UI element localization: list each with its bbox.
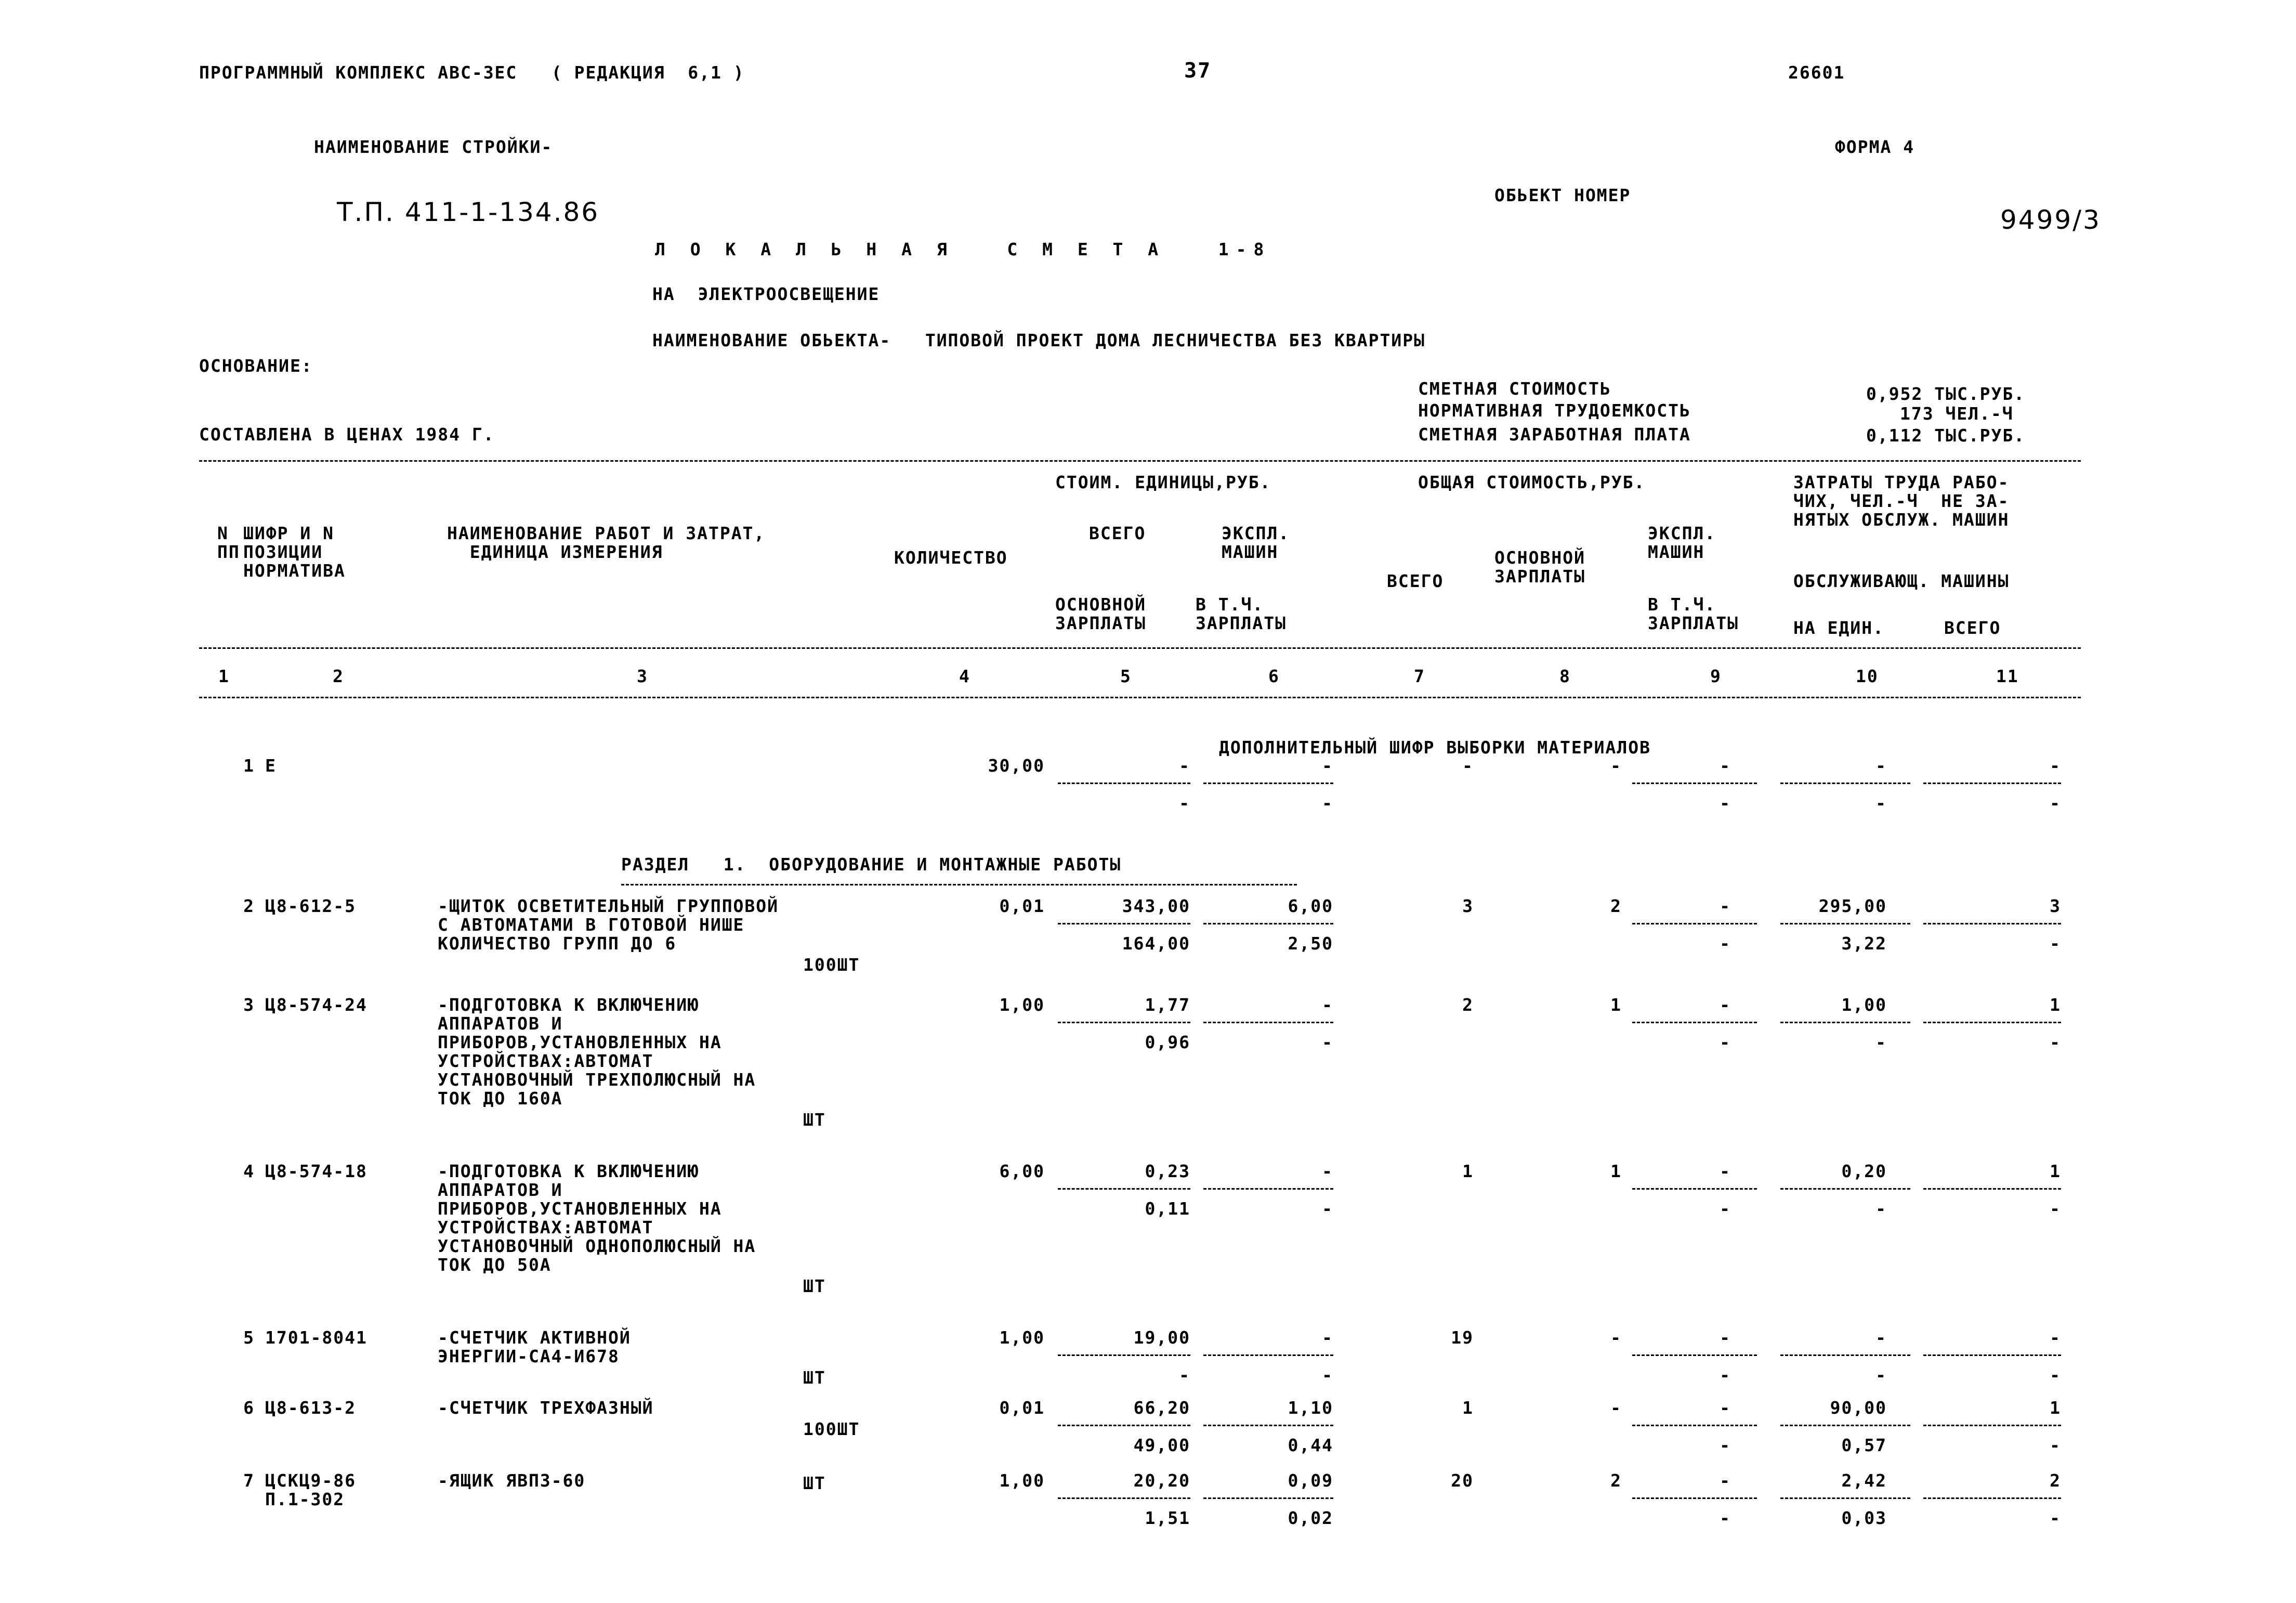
col9-bottom-header: В Т.Ч. ЗАРПЛАТЫ <box>1648 594 1739 633</box>
row-code: Ц8-612-5 <box>265 896 356 916</box>
row-labor-per-unit: - <box>1875 755 1887 776</box>
row-unit-wages: 49,00 <box>1133 1435 1190 1455</box>
row-labor-total: 1 <box>2050 1161 2061 1181</box>
row-total-machines: - <box>1720 1470 1731 1491</box>
labor-group-header: ЗАТРАТЫ ТРУДА РАБО- ЧИХ, ЧЕЛ.-Ч НЕ ЗА- НЯТЫХ ОБСЛУЖ. МАШИН <box>1793 472 2010 530</box>
cell-separator <box>1923 1022 2061 1023</box>
row-code: Ц8-574-18 <box>265 1161 368 1181</box>
cell-separator <box>1203 1354 1333 1356</box>
row-total-wages: 2 <box>1610 1470 1622 1491</box>
row-unit-wages: 0,11 <box>1145 1198 1190 1219</box>
row-unit-total: - <box>1179 755 1190 776</box>
col-name-header: НАИМЕНОВАНИЕ РАБОТ И ЗАТРАТ, ЕДИНИЦА ИЗМЕРЕНИЯ <box>447 523 766 562</box>
header-rule-bottom <box>199 697 2081 698</box>
cell-separator <box>1923 1354 2061 1356</box>
cell-separator <box>1923 1188 2061 1190</box>
row-unit-wages: 0,96 <box>1145 1032 1190 1052</box>
row-unit-wages: 164,00 <box>1122 933 1190 954</box>
cell-separator <box>1923 783 2061 784</box>
row-labor-machines-unit: 0,03 <box>1841 1508 1887 1528</box>
cell-separator <box>1203 1497 1333 1499</box>
row-labor-machines-total: - <box>2050 1365 2061 1385</box>
row-labor-total: - <box>2050 1327 2061 1348</box>
column-number: 7 <box>1414 666 1425 686</box>
row-total-machine-wages: - <box>1720 1198 1731 1219</box>
row-total-machines: - <box>1720 995 1731 1015</box>
row-total: 20 <box>1451 1470 1474 1491</box>
summary-label-3: СМЕТНАЯ ЗАРАБОТНАЯ ПЛАТА <box>1418 424 1691 445</box>
row-labor-total: 1 <box>2050 995 2061 1015</box>
row-unit: 100ШТ <box>803 955 860 975</box>
row-code: 1701-8041 <box>265 1327 368 1348</box>
cell-separator <box>1058 1497 1190 1499</box>
row-total-machine-wages: - <box>1720 1435 1731 1455</box>
row-total-machines: - <box>1720 755 1731 776</box>
row-name: -СЧЕТЧИК ТРЕХФАЗНЫЙ <box>438 1398 654 1418</box>
row-unit-machines: - <box>1322 1161 1333 1181</box>
summary-value-2: 173 ЧЕЛ.-Ч <box>1900 403 2014 424</box>
col5-top-header: ВСЕГО <box>1089 523 1146 543</box>
cell-separator <box>1923 923 2061 924</box>
row-total-wages: - <box>1610 1327 1622 1348</box>
row-unit-machines: 0,09 <box>1288 1470 1333 1491</box>
row-unit-machines: 1,10 <box>1288 1398 1333 1418</box>
row-unit-machines: - <box>1322 755 1333 776</box>
row-number: 6 <box>243 1398 255 1418</box>
extra-materials-note: ДОПОЛНИТЕЛЬНЫЙ ШИФР ВЫБОРКИ МАТЕРИАЛОВ <box>1219 737 1651 758</box>
document-code: 26601 <box>1788 62 1845 83</box>
row-labor-machines-total: - <box>2050 1198 2061 1219</box>
section-title: РАЗДЕЛ 1. ОБОРУДОВАНИЕ И МОНТАЖНЫЕ РАБОТЫ <box>621 854 1122 875</box>
row-labor-machines-unit: - <box>1875 1032 1887 1052</box>
section-underline <box>621 884 1297 885</box>
cell-separator <box>1923 1497 2061 1499</box>
cell-separator <box>1632 1354 1757 1356</box>
column-number: 2 <box>333 666 344 686</box>
price-basis: СОСТАВЛЕНА В ЦЕНАХ 1984 Г. <box>199 424 495 445</box>
row-name: -ЯЩИК ЯВПЗ-60 <box>438 1470 586 1491</box>
row-unit-total: 343,00 <box>1122 896 1190 916</box>
header-rule-top <box>199 460 2081 462</box>
row-number: 3 <box>243 995 255 1015</box>
col6-bottom-header: В Т.Ч. ЗАРПЛАТЫ <box>1196 594 1287 633</box>
col10-header: НА ЕДИН. <box>1793 618 1884 638</box>
row-labor-total: 1 <box>2050 1398 2061 1418</box>
row-code: Е <box>265 755 277 776</box>
column-number: 1 <box>218 666 230 686</box>
cell-separator <box>1780 1425 1910 1426</box>
row-labor-per-unit: - <box>1875 1327 1887 1348</box>
row-total-machine-wages: - <box>1720 793 1731 813</box>
row-unit-machine-wages: - <box>1322 1198 1333 1219</box>
row-total-machine-wages: - <box>1720 1365 1731 1385</box>
column-number: 3 <box>637 666 648 686</box>
cell-separator <box>1632 923 1757 924</box>
cell-separator <box>1923 1425 2061 1426</box>
column-number: 9 <box>1710 666 1722 686</box>
row-total: 3 <box>1462 896 1474 916</box>
row-name: -ПОДГОТОВКА К ВКЛЮЧЕНИЮ АППАРАТОВ И ПРИБОРОВ,УСТАНОВЛЕННЫХ НА УСТРОЙСТВАХ:АВТОМАТ УСТАНОВОЧНЫЙ ТРЕХПОЛЮСНЫЙ НА ТОК ДО 160А <box>438 995 756 1109</box>
row-labor-total: - <box>2050 755 2061 776</box>
cell-separator <box>1780 1354 1910 1356</box>
object-number-handwritten: 9499/3 <box>2000 205 2101 235</box>
row-quantity: 30,00 <box>988 755 1045 776</box>
row-unit: ШТ <box>803 1473 826 1493</box>
cell-separator <box>1780 783 1910 784</box>
column-number: 8 <box>1559 666 1571 686</box>
row-total-wages: - <box>1610 755 1622 776</box>
row-labor-machines-unit: 3,22 <box>1841 933 1887 954</box>
object-number-label: ОБЬЕКТ НОМЕР <box>1494 185 1631 205</box>
col11-header: ВСЕГО <box>1944 618 2001 638</box>
row-total-machine-wages: - <box>1720 1508 1731 1528</box>
row-unit: ШТ <box>803 1276 826 1296</box>
cell-separator <box>1780 923 1910 924</box>
cell-separator <box>1632 1188 1757 1190</box>
row-number: 7 <box>243 1470 255 1491</box>
row-labor-total: 3 <box>2050 896 2061 916</box>
row-labor-machines-unit: 0,57 <box>1841 1435 1887 1455</box>
col8-header: ОСНОВНОЙ ЗАРПЛАТЫ <box>1494 548 1585 587</box>
cell-separator <box>1632 1497 1757 1499</box>
row-unit: ШТ <box>803 1110 826 1130</box>
row-total: - <box>1462 755 1474 776</box>
cell-separator <box>1058 1354 1190 1356</box>
row-labor-machines-total: - <box>2050 1508 2061 1528</box>
col6-top-header: ЭКСПЛ. МАШИН <box>1222 523 1290 562</box>
cell-separator <box>1203 923 1333 924</box>
program-name: ПРОГРАММНЫЙ КОМПЛЕКС АВС-ЗЕС ( РЕДАКЦИЯ 6,1 ) <box>199 62 745 83</box>
forma-label: ФОРМА 4 <box>1835 137 1915 157</box>
cell-separator <box>1203 1425 1333 1426</box>
row-number: 5 <box>243 1327 255 1348</box>
stroyka-label: НАИМЕНОВАНИЕ СТРОЙКИ- <box>314 137 553 157</box>
tp-handwritten: Т.П. 411-1-134.86 <box>337 197 600 227</box>
row-total-machines: - <box>1720 1327 1731 1348</box>
row-quantity: 0,01 <box>999 1398 1045 1418</box>
row-unit-wages: - <box>1179 793 1190 813</box>
cell-separator <box>1058 923 1190 924</box>
total-cost-group-header: ОБЩАЯ СТОИМОСТЬ,РУБ. <box>1418 472 1646 492</box>
row-unit-machine-wages: - <box>1322 1032 1333 1052</box>
cell-separator <box>1632 1022 1757 1023</box>
row-total-machines: - <box>1720 1398 1731 1418</box>
row-total: 1 <box>1462 1398 1474 1418</box>
row-unit-wages: 1,51 <box>1145 1508 1190 1528</box>
column-number: 10 <box>1856 666 1879 686</box>
row-labor-per-unit: 2,42 <box>1841 1470 1887 1491</box>
col-qty-header: КОЛИЧЕСТВО <box>894 548 1008 568</box>
summary-label-2: НОРМАТИВНАЯ ТРУДОЕМКОСТЬ <box>1418 400 1691 421</box>
row-total: 2 <box>1462 995 1474 1015</box>
row-number: 1 <box>243 755 255 776</box>
cell-separator <box>1780 1497 1910 1499</box>
row-total: 1 <box>1462 1161 1474 1181</box>
row-unit-total: 1,77 <box>1145 995 1190 1015</box>
col-code-header: ШИФР И N ПОЗИЦИИ НОРМАТИВА <box>243 523 346 581</box>
row-quantity: 1,00 <box>999 995 1045 1015</box>
row-unit-machines: - <box>1322 995 1333 1015</box>
row-total-machines: - <box>1720 896 1731 916</box>
row-total-wages: 1 <box>1610 995 1622 1015</box>
row-unit-machine-wages: - <box>1322 1365 1333 1385</box>
column-number: 11 <box>1996 666 2019 686</box>
row-code: Ц8-574-24 <box>265 995 368 1015</box>
document-title: Л О К А Л Ь Н А Я С М Е Т А 1-8 <box>655 239 1271 259</box>
row-unit-machine-wages: 2,50 <box>1288 933 1333 954</box>
cell-separator <box>1780 1188 1910 1190</box>
row-labor-machines-total: - <box>2050 933 2061 954</box>
row-total-machine-wages: - <box>1720 1032 1731 1052</box>
row-quantity: 1,00 <box>999 1470 1045 1491</box>
cell-separator <box>1780 1022 1910 1023</box>
cell-separator <box>1632 783 1757 784</box>
cell-separator <box>1203 1022 1333 1023</box>
unit-cost-group-header: СТОИМ. ЕДИНИЦЫ,РУБ. <box>1055 472 1271 492</box>
row-code: ЦСКЦ9-86 П.1-302 <box>265 1470 356 1509</box>
row-number: 2 <box>243 896 255 916</box>
row-labor-machines-unit: - <box>1875 1365 1887 1385</box>
row-name: -ПОДГОТОВКА К ВКЛЮЧЕНИЮ АППАРАТОВ И ПРИБОРОВ,УСТАНОВЛЕННЫХ НА УСТРОЙСТВАХ:АВТОМАТ УСТАНОВОЧНЫЙ ОДНОПОЛЮСНЫЙ НА ТОК ДО 50А <box>438 1161 756 1275</box>
object-name: НАИМЕНОВАНИЕ ОБЬЕКТА- ТИПОВОЙ ПРОЕКТ ДОМА ЛЕСНИЧЕСТВА БЕЗ КВАРТИРЫ <box>652 330 1426 350</box>
row-labor-machines-total: - <box>2050 1032 2061 1052</box>
row-unit-machine-wages: 0,44 <box>1288 1435 1333 1455</box>
row-unit-machines: - <box>1322 1327 1333 1348</box>
row-unit: ШТ <box>803 1367 826 1388</box>
cell-separator <box>1058 1425 1190 1426</box>
row-unit-machines: 6,00 <box>1288 896 1333 916</box>
col7-header: ВСЕГО <box>1387 571 1444 591</box>
column-number: 5 <box>1120 666 1132 686</box>
row-total-wages: 2 <box>1610 896 1622 916</box>
col9-top-header: ЭКСПЛ. МАШИН <box>1648 523 1716 562</box>
row-unit-total: 20,20 <box>1133 1470 1190 1491</box>
cell-separator <box>1203 1188 1333 1190</box>
row-name: -СЧЕТЧИК АКТИВНОЙ ЭНЕРГИИ-СА4-И678 <box>438 1327 631 1366</box>
cell-separator <box>1632 1425 1757 1426</box>
labor-subgroup-header: ОБСЛУЖИВАЮЩ. МАШИНЫ <box>1793 571 2010 591</box>
col5-bottom-header: ОСНОВНОЙ ЗАРПЛАТЫ <box>1055 594 1146 633</box>
row-unit-total: 66,20 <box>1133 1398 1190 1418</box>
cell-separator <box>1203 783 1333 784</box>
row-total-wages: 1 <box>1610 1161 1622 1181</box>
row-unit-machine-wages: - <box>1322 793 1333 813</box>
row-quantity: 1,00 <box>999 1327 1045 1348</box>
row-labor-per-unit: 0,20 <box>1841 1161 1887 1181</box>
column-number: 4 <box>959 666 970 686</box>
row-labor-total: 2 <box>2050 1470 2061 1491</box>
row-unit-total: 0,23 <box>1145 1161 1190 1181</box>
row-unit: 100ШТ <box>803 1419 860 1439</box>
document-subtitle: НА ЭЛЕКТРООСВЕЩЕНИЕ <box>652 284 880 304</box>
row-unit-total: 19,00 <box>1133 1327 1190 1348</box>
cell-separator <box>1058 783 1190 784</box>
row-labor-per-unit: 295,00 <box>1818 896 1887 916</box>
row-name: -ЩИТОК ОСВЕТИТЕЛЬНЫЙ ГРУППОВОЙ С АВТОМАТАМИ В ГОТОВОЙ НИШЕ КОЛИЧЕСТВО ГРУПП ДО 6 <box>438 896 779 954</box>
summary-value-1: 0,952 ТЫС.РУБ. <box>1866 384 2026 404</box>
header-rule-mid <box>199 647 2081 649</box>
row-total-machines: - <box>1720 1161 1731 1181</box>
row-labor-machines-total: - <box>2050 793 2061 813</box>
row-labor-machines-unit: - <box>1875 1198 1887 1219</box>
osnovanie-label: ОСНОВАНИЕ: <box>199 356 313 376</box>
row-labor-per-unit: 1,00 <box>1841 995 1887 1015</box>
cell-separator <box>1058 1022 1190 1023</box>
summary-label-1: СМЕТНАЯ СТОИМОСТЬ <box>1418 379 1611 399</box>
row-labor-per-unit: 90,00 <box>1830 1398 1887 1418</box>
column-number: 6 <box>1268 666 1280 686</box>
cell-separator <box>1058 1188 1190 1190</box>
row-unit-machine-wages: 0,02 <box>1288 1508 1333 1528</box>
row-unit-wages: - <box>1179 1365 1190 1385</box>
col-n-header: N ПП <box>217 523 240 562</box>
row-total-machine-wages: - <box>1720 933 1731 954</box>
row-quantity: 6,00 <box>999 1161 1045 1181</box>
row-labor-machines-unit: - <box>1875 793 1887 813</box>
row-quantity: 0,01 <box>999 896 1045 916</box>
row-labor-machines-total: - <box>2050 1435 2061 1455</box>
row-total: 19 <box>1451 1327 1474 1348</box>
row-code: Ц8-613-2 <box>265 1398 356 1418</box>
row-total-wages: - <box>1610 1398 1622 1418</box>
page-number: 37 <box>1184 59 1212 83</box>
summary-value-3: 0,112 ТЫС.РУБ. <box>1866 425 2026 446</box>
row-number: 4 <box>243 1161 255 1181</box>
